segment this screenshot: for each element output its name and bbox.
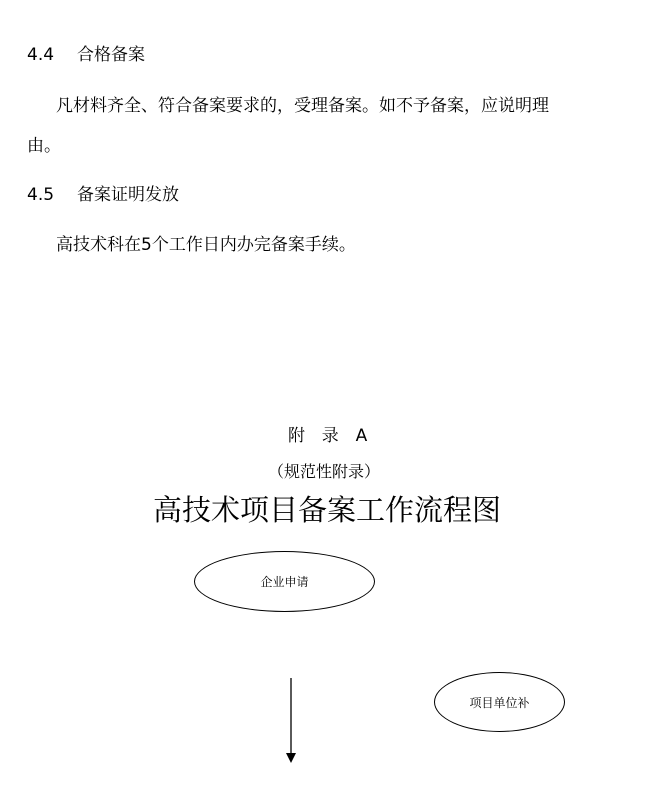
section-title: 备案证明发放 — [77, 185, 179, 205]
section-title: 合格备案 — [77, 45, 145, 65]
section-4-4-body-line1: 凡材料齐全、符合备案要求的，受理备案。如不予备案，应说明理 — [56, 96, 549, 116]
section-number: 4.5 — [27, 185, 55, 205]
section-4-4-body-line2: 由。 — [27, 136, 61, 156]
flow-node-label: 企业申请 — [260, 575, 309, 589]
flow-arrow-head — [286, 753, 296, 763]
section-number: 4.4 — [27, 45, 55, 65]
flowchart-title: 高技术项目备案工作流程图 — [153, 493, 502, 527]
appendix-note: （规范性附录） — [268, 462, 381, 481]
section-4-5-body-line1: 高技术科在5个工作日内办完备案手续。 — [56, 235, 356, 255]
flow-node-supplement — [434, 672, 565, 732]
flow-node-enterprise-application — [194, 551, 375, 612]
flow-arrow-down — [280, 678, 302, 766]
appendix-label: 附 录 A — [288, 426, 370, 446]
flow-node-label: 项目单位补 — [469, 695, 530, 710]
section-heading-4-4 — [27, 44, 145, 66]
section-heading-4-5 — [27, 184, 179, 206]
